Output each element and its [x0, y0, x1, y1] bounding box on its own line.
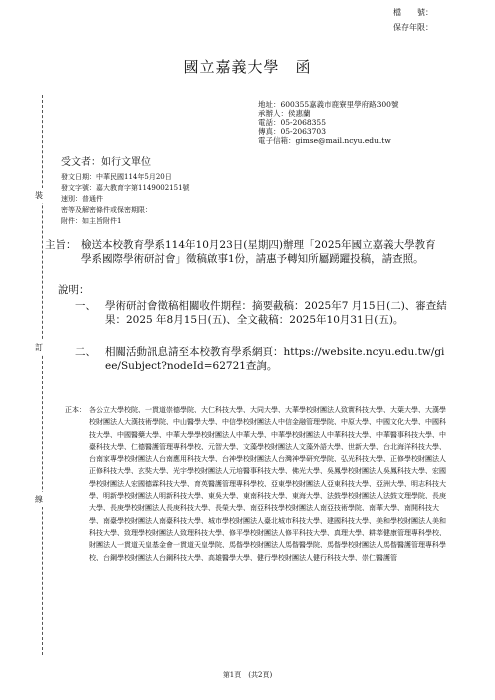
binding-line: [42, 95, 43, 655]
binding-char-xian: 線: [35, 492, 43, 507]
document-title: 國立嘉義大學 函: [183, 58, 312, 76]
item-number: 二、: [75, 346, 96, 358]
fax-line: 傳真：05-2063703: [258, 127, 326, 136]
speed-class: 速別：普通件: [61, 195, 103, 203]
attachment-line: 附件：如主旨附件1: [61, 217, 122, 225]
phone-line: 電話：05-2068355: [258, 118, 326, 127]
explanation-item-1: [75, 299, 447, 327]
email-line: 電子信箱：gimse@mail.ncyu.edu.tw: [258, 136, 391, 145]
recipient-line: 受文者：如行文單位: [61, 157, 151, 168]
explanation-label: 說明：: [58, 284, 90, 296]
item-number: 一、: [75, 300, 96, 312]
main-recipients-text: 各公立大學校院、一貫道崇德學院、大仁科技大學、大同大學、大華學校財團法人致實科技大學、大葉大學、大漢學校財團法人大漢技術學院、中山醫學大學、中信學校財團法人中信金融管理學院、中原大學、中國文化大學、中國科技大學、中國醫藥大學、中華大學學校財團法人中華大學、中華學校財團法人中華科技大學、中華醫事科技大學、中臺科技大學、仁德醫護管理專科學校、元智大學、文藻學校財團法人文藻外語大學、世新大學、台北海洋科技大學、台南家專學校財團法人台南應用科技大學、台神學校財團法人台灣神學研究學院、弘光科技大學、正修學校財團法人正修科技大學、玄奘大學、光宇學校財團法人元培醫事科技大學、佛光大學、吳鳳學校財團法人吳鳳科技大學、宏國學校財團法人宏國德霖科技大學、育英醫護管理專科學校、亞東學校財團法人亞東科技大學、亞洲大學、明志科技大學、明新學校財團法人明新科技大學、東吳大學、東南科技大學、東海大學、法鼓學校財團法人法鼓文理學院、長庚大學、長庚學校財團法人長庚科技大學、長榮大學、南亞科技學校財團法人南亞技術學院、南華大學、南開科技大學、南臺學校財團法人南臺科技大學、城市學校財團法人臺北城市科技大學、建國科技大學、美和學校財團法人美和科技大學、致理學校財團法人致理科技大學、修平學校財團法人修平科技大學、真理大學、耕莘健康管理專科學校、財團法人一貫道天皇基金會一貫道天皇學院、馬偕學校財團法人馬偕醫學院、馬偕學校財團法人馬偕醫護管理專科學校、台鋼學校財團法人台鋼科技大學、高雄醫學大學、健行學校財團法人健行科技大學、崇仁醫護管: [89, 406, 446, 562]
explanation-item-2: [75, 345, 447, 373]
binding-char-zhuang: 裝: [35, 188, 43, 203]
confidentiality: 密等及解密條件或保密期限：: [61, 206, 152, 214]
address-line: 地址：600355嘉義市鹿寮里學府路300號: [258, 100, 399, 109]
item-text: 學術研討會徵稿相關收件期程：摘要截稿：2025年7 月15日(二)、審查結果：2025 年8月15日(五)、全文截稿：2025年10月31日(五)。: [105, 300, 447, 327]
subject-text: 檢送本校教育學系114年10月23日(星期四)辦理「2025年國立嘉義大學教育學系國際學術研討會」徵稿啟事1份，請惠予轉知所屬踴躍投稿，請查照。: [81, 239, 436, 266]
item-text: 相關活動訊息請至本校教育學系網頁：https://website.ncyu.edu.tw/giee/Subject?nodeId=62721查詢。: [105, 346, 445, 373]
file-number-label: 檔 號：: [393, 8, 433, 17]
main-recipients-block: [65, 404, 450, 564]
binding-char-ding: 訂: [35, 340, 43, 355]
main-recipients-label: 正本：: [65, 406, 86, 414]
subject-label: 主旨：: [45, 239, 77, 251]
retention-period-label: 保存年限：: [393, 23, 433, 32]
subject-block: [45, 238, 445, 266]
page-footer: 第1頁 (共2頁): [222, 671, 273, 679]
handler-line: 承辦人：侯惠蘭: [258, 109, 311, 118]
document-number: 發文字號：嘉大教育字第1149002151號: [61, 184, 190, 192]
issue-date: 發文日期：中華民國114年5月20日: [61, 173, 172, 181]
